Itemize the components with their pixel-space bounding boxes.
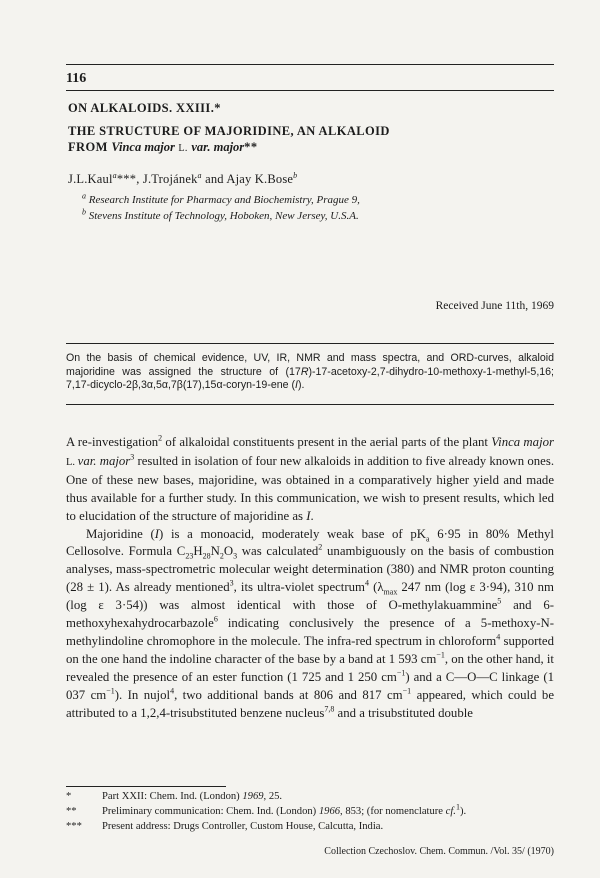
compound-ref: I	[306, 508, 311, 523]
abstract-configuration: R	[300, 365, 309, 378]
superscript: −1	[106, 686, 115, 696]
title-linnaeus: L.	[178, 143, 188, 154]
affiliation-a-text: Research Institute for Pharmacy and Biochemistry, Prague 9,	[88, 194, 360, 206]
title-line-1: ON ALKALOIDS. XXIII.*	[68, 101, 221, 115]
citation: 1	[455, 802, 460, 812]
p2-text: indicating conclusively the presence of a 5-methoxy-N-methylindoline chromophore in the molecule. The infra-red spectrum in chloroform	[66, 616, 554, 648]
p2-text: , on the other hand, it revealed the presence of an ester function (1 725 and 1 250 cm	[66, 651, 554, 684]
author-kaul: J.L.Kaul	[68, 172, 113, 186]
footnote-2-mark: **	[66, 806, 77, 817]
footnote-rule	[66, 786, 226, 787]
abstract-compound-ref: I	[295, 379, 298, 392]
p2-text: (λ	[368, 580, 384, 595]
subscript: a	[425, 534, 430, 544]
citation: 5	[497, 596, 502, 606]
citation: 3	[229, 578, 234, 588]
paragraph-1	[66, 434, 554, 526]
title-line-3	[68, 139, 390, 157]
abstract	[66, 352, 554, 393]
paragraph-2	[66, 526, 554, 723]
footnote-1	[66, 791, 282, 802]
author-list	[68, 172, 297, 187]
citation: 7,8	[324, 704, 335, 714]
p2-text: and 6-methoxyhexahydrocarbazole	[66, 598, 554, 631]
citation: 4	[364, 578, 369, 588]
author-kaul-affiliation: a	[112, 170, 117, 180]
subscript: 3	[233, 551, 238, 561]
p2-text: Majoridine (	[86, 526, 155, 541]
abstract-bottom-rule	[66, 404, 554, 405]
footnote-1-mark: *	[66, 791, 72, 802]
citation: 2	[318, 543, 323, 553]
top-rule	[66, 64, 554, 65]
p2-text: , two additional bands at 806 and 817 cm	[174, 687, 403, 702]
received-date: Received June 11th, 1969	[435, 300, 554, 312]
footnote-3	[66, 821, 383, 832]
affiliation-b-text: Stevens Institute of Technology, Hoboken, New Jersey, U.S.A.	[88, 210, 359, 222]
p2-text: was calculated	[237, 544, 319, 559]
p2-text: ). In nujol	[114, 687, 171, 702]
affiliation-b-label: b	[82, 207, 86, 217]
citation: 4	[170, 686, 175, 696]
abstract-text-2: )-17-acetoxy-2,7-dihydro-10-methoxy-1-methyl-5,16; 7,17-dicyclo-2β,3α,5α,7β(17),15α-coryn-19-ene (	[66, 365, 554, 392]
p2-text: ) is a monoacid, moderately weak base of pK	[159, 526, 426, 541]
author-trojanek: J.Trojánek	[142, 172, 198, 186]
p2-text: , its ultra-violet spectrum	[233, 580, 365, 595]
superscript: −1	[396, 668, 406, 678]
affiliation-b	[82, 207, 359, 222]
p2-text: supported on the one hand the indoline character of the base by a band at 1 593 cm	[66, 633, 554, 666]
footnote-1-year: 1969	[242, 791, 264, 802]
p2-text: H	[193, 544, 203, 559]
footnote-1-text: Part XXII: Chem. Ind. (London)	[102, 791, 243, 802]
footnote-2-text: Preliminary communication: Chem. Ind. (London)	[102, 806, 319, 817]
p2-text: appeared, which could be attributed to a 1,2,4-trisubstituted benzene nucleus	[66, 687, 554, 720]
p1-text: of alkaloidal constituents present in the aerial parts of the plant	[162, 435, 492, 449]
p1-text: .	[310, 508, 314, 523]
page-number: 116	[66, 71, 87, 86]
footnote-2-year: 1966	[318, 806, 341, 817]
article-title	[68, 100, 390, 157]
p1-text: L.	[66, 456, 78, 468]
title-from: FROM	[68, 140, 108, 154]
title-line-2: THE STRUCTURE OF MAJORIDINE, AN ALKALOID	[68, 124, 390, 138]
p2-text: N	[210, 544, 220, 559]
header-rule	[66, 90, 554, 91]
author-bose-affiliation: b	[293, 170, 298, 180]
main-text	[66, 434, 554, 723]
author-trojanek-affiliation: a	[197, 170, 202, 180]
affiliation-a	[82, 191, 360, 206]
title-variety: var. major	[191, 140, 245, 154]
p2-text: unambiguously on the basis of combustion analyses, mass-spectrometric molecular weight determination (380) and NMR proton counting (28 ± 1). As already mentioned	[66, 544, 555, 595]
citation: 3	[130, 452, 135, 462]
citation: 6	[213, 614, 218, 624]
author-and: and	[201, 172, 227, 186]
p2-text: ) and a C—O—C linkage (1 037 cm	[66, 669, 554, 702]
abstract-top-rule	[66, 343, 554, 344]
subscript: max	[383, 587, 398, 597]
author-kaul-star: ***	[116, 172, 137, 186]
footnote-3-mark: ***	[66, 821, 82, 832]
p2-text: and a trisubstituted double	[334, 705, 473, 720]
author-separator: ,	[136, 172, 143, 186]
p1-species: Vinca major	[491, 435, 555, 449]
footnote-2-text: ).	[459, 806, 467, 817]
p2-text: 247 nm (log ε 3·94), 310 nm (log ε 3·54)) was almost identical with those of O-methylakuammine	[66, 580, 555, 613]
footnote-3-text: Present address: Drugs Controller, Custom House, Calcutta, India.	[102, 821, 384, 832]
superscript: −1	[402, 686, 412, 696]
p1-variety: var. major	[77, 453, 131, 468]
subscript: 28	[202, 551, 211, 561]
citation: 2	[158, 433, 163, 443]
citation: 4	[496, 632, 501, 642]
footnote-2-text: , 853; (for nomenclature	[340, 806, 446, 817]
footnote-1-text: , 25.	[263, 791, 283, 802]
footnote-2-cf: cf.	[445, 806, 456, 817]
journal-footer: Collection Czechoslov. Chem. Commun. /Vol. 35/ (1970)	[324, 846, 554, 857]
p1-text: A re-investigation	[66, 435, 159, 449]
compound-ref: I	[154, 526, 160, 541]
author-bose: Ajay K.Bose	[226, 172, 294, 186]
footnote-2	[66, 802, 467, 817]
abstract-text-1: On the basis of chemical evidence, UV, IR, NMR and mass spectra, and ORD-curves, alkaloid majoridine was assigned the structure of (17	[66, 352, 554, 378]
title-species: Vinca major	[111, 140, 175, 154]
p2-text: 6·95 in 80% Methyl Cellosolve. Formula C	[66, 526, 554, 559]
abstract-text-3: ).	[297, 379, 305, 392]
subscript: 2	[219, 551, 224, 561]
p1-text: resulted in isolation of four new alkaloids in addition to five already known ones. One of these new bases, majoridine, was obtained in a comparatively higher yield and made thus available for a further study. In this communication, we wish to present results, which led to elucidation of the structure of majoridine as	[66, 453, 555, 523]
title-asterisks: **	[244, 140, 258, 154]
superscript: −1	[436, 650, 445, 660]
subscript: 23	[185, 551, 194, 561]
p2-text: O	[223, 544, 234, 559]
affiliation-a-label: a	[82, 191, 86, 201]
